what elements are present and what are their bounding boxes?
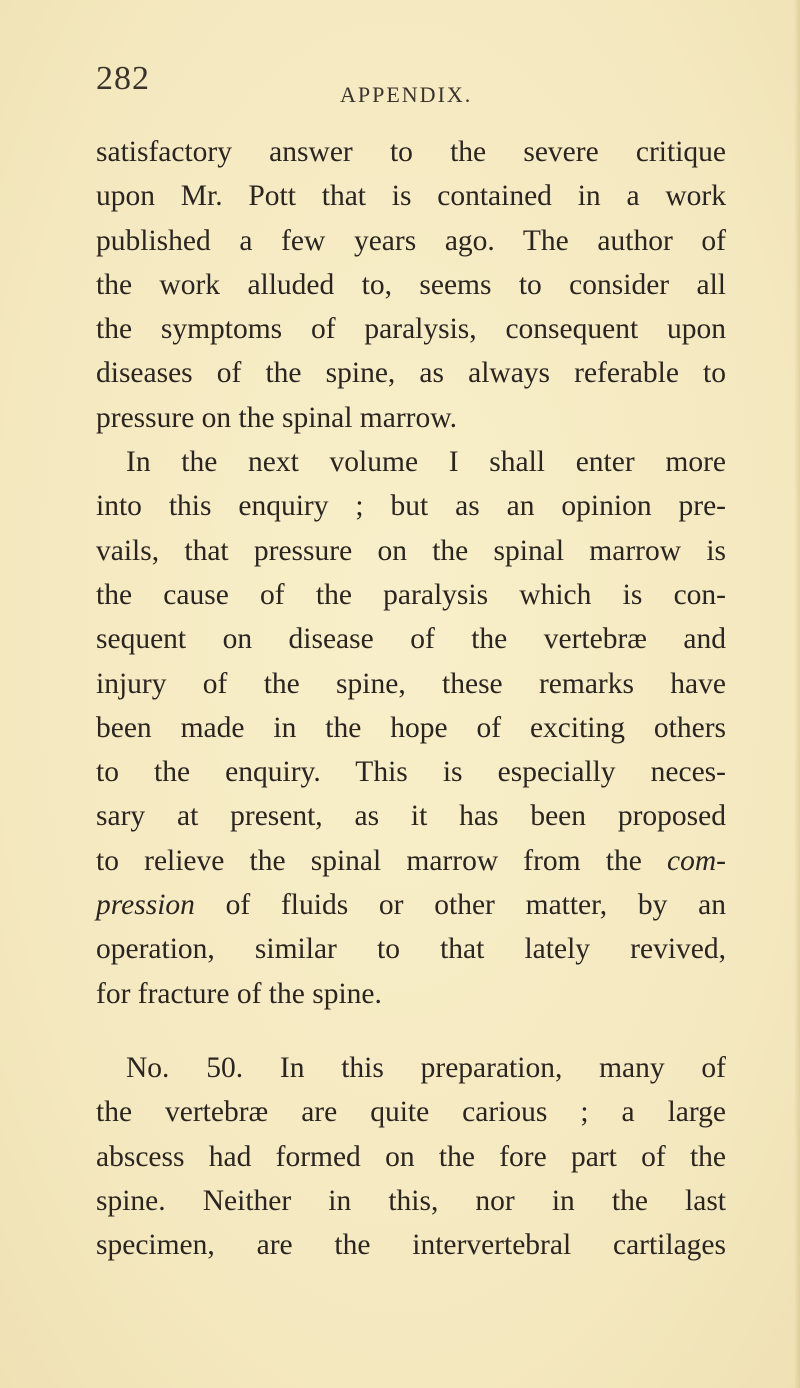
- text-line: In the next volume I shall enter more: [126, 446, 726, 479]
- text-line: satisfactory answer to the severe critique: [96, 136, 726, 168]
- text-line: diseases of the spine, as always referable to: [96, 357, 726, 390]
- italic-word: pression: [96, 889, 195, 922]
- text-line: upon Mr. Pott that is contained in a work: [96, 180, 726, 213]
- text-line: vails, that pressure on the spinal marrow is: [96, 534, 726, 567]
- text-line: to the enquiry. This is especially neces-: [96, 756, 726, 789]
- text-line: pressure on the spinal marrow.: [96, 401, 458, 434]
- page-edge-shadow: [794, 0, 800, 1388]
- text-line: sary at present, as it has been proposed: [96, 800, 726, 833]
- text-line: spine. Neither in this, nor in the last: [96, 1184, 726, 1217]
- text-line: published a few years ago. The author of: [96, 224, 726, 257]
- paragraph-1: [96, 130, 726, 440]
- body-text: [96, 130, 726, 1267]
- text-line: injury of the spine, these remarks have: [96, 667, 726, 700]
- text-line: specimen, are the intervertebral cartilages: [96, 1229, 726, 1262]
- text-line: [96, 839, 726, 883]
- text-line: the vertebræ are quite carious ; a large: [96, 1096, 726, 1129]
- italic-word: com-: [667, 844, 726, 877]
- text-line: [96, 883, 726, 927]
- running-head: APPENDIX.: [340, 82, 473, 107]
- text-line: abscess had formed on the fore part of the: [96, 1140, 726, 1173]
- text-line: for fracture of the spine.: [96, 977, 382, 1010]
- text-line: sequent on disease of the vertebræ and: [96, 623, 726, 656]
- paragraph-spacer: [96, 1016, 726, 1046]
- paragraph-2: [96, 440, 726, 1016]
- text-line: operation, similar to that lately revived,: [96, 933, 726, 966]
- text-segment: of fluids or other matter, by an: [225, 889, 727, 922]
- text-line: into this enquiry ; but as an opinion pre-: [96, 490, 726, 523]
- text-line: the cause of the paralysis which is con-: [96, 578, 726, 611]
- paragraph-3: [96, 1046, 726, 1267]
- text-line: the symptoms of paralysis, consequent upon: [96, 313, 726, 346]
- text-line: No. 50. In this preparation, many of: [126, 1051, 726, 1084]
- text-line: been made in the hope of exciting others: [96, 711, 726, 744]
- text-segment: to relieve the spinal marrow from the: [96, 844, 642, 877]
- text-line: the work alluded to, seems to consider all: [96, 268, 726, 301]
- page-number: 282: [96, 60, 150, 97]
- page-header: [96, 60, 726, 108]
